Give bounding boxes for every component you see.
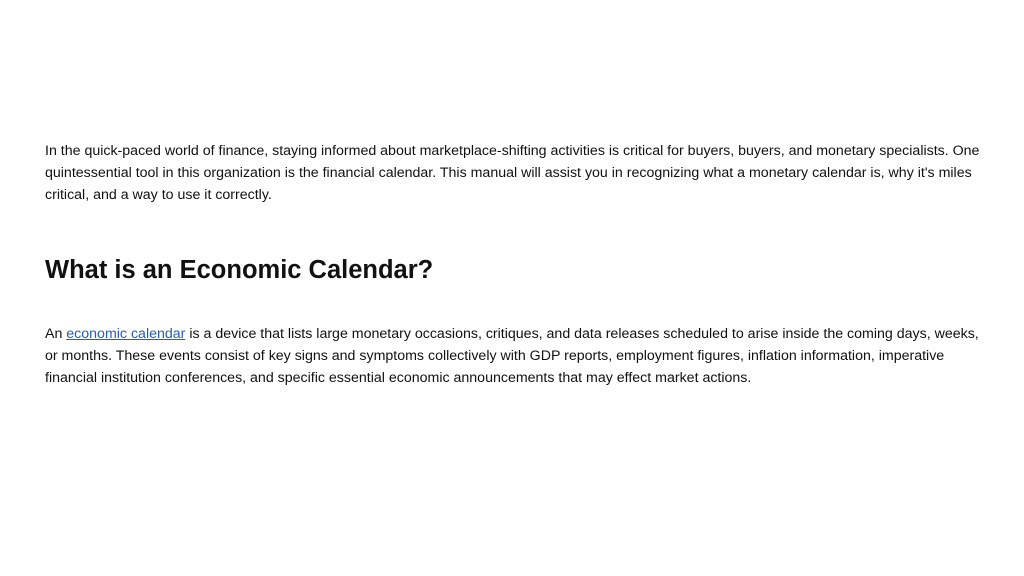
section-paragraph [45, 323, 980, 389]
paragraph-body-text: is a device that lists large monetary occasions, critiques, and data releases scheduled to arise inside the coming days, weeks, or months. These events consist of key signs and symptoms collectively with GDP reports, employment figures, inflation information, imperative financial institution conferences, and specific essential economic announcements that may effect market actions. [45, 326, 979, 386]
section-heading: What is an Economic Calendar? [45, 256, 434, 284]
intro-paragraph: In the quick-paced world of finance, staying informed about marketplace-shifting activities is critical for buyers, buyers, and monetary specialists. One quintessential tool in this organization is the financial calendar. This manual will assist you in recognizing what a monetary calendar is, why it's miles critical, and a way to use it correctly. [45, 143, 980, 203]
economic-calendar-link[interactable]: economic calendar [66, 326, 186, 342]
paragraph-lead-text: An [45, 326, 67, 342]
